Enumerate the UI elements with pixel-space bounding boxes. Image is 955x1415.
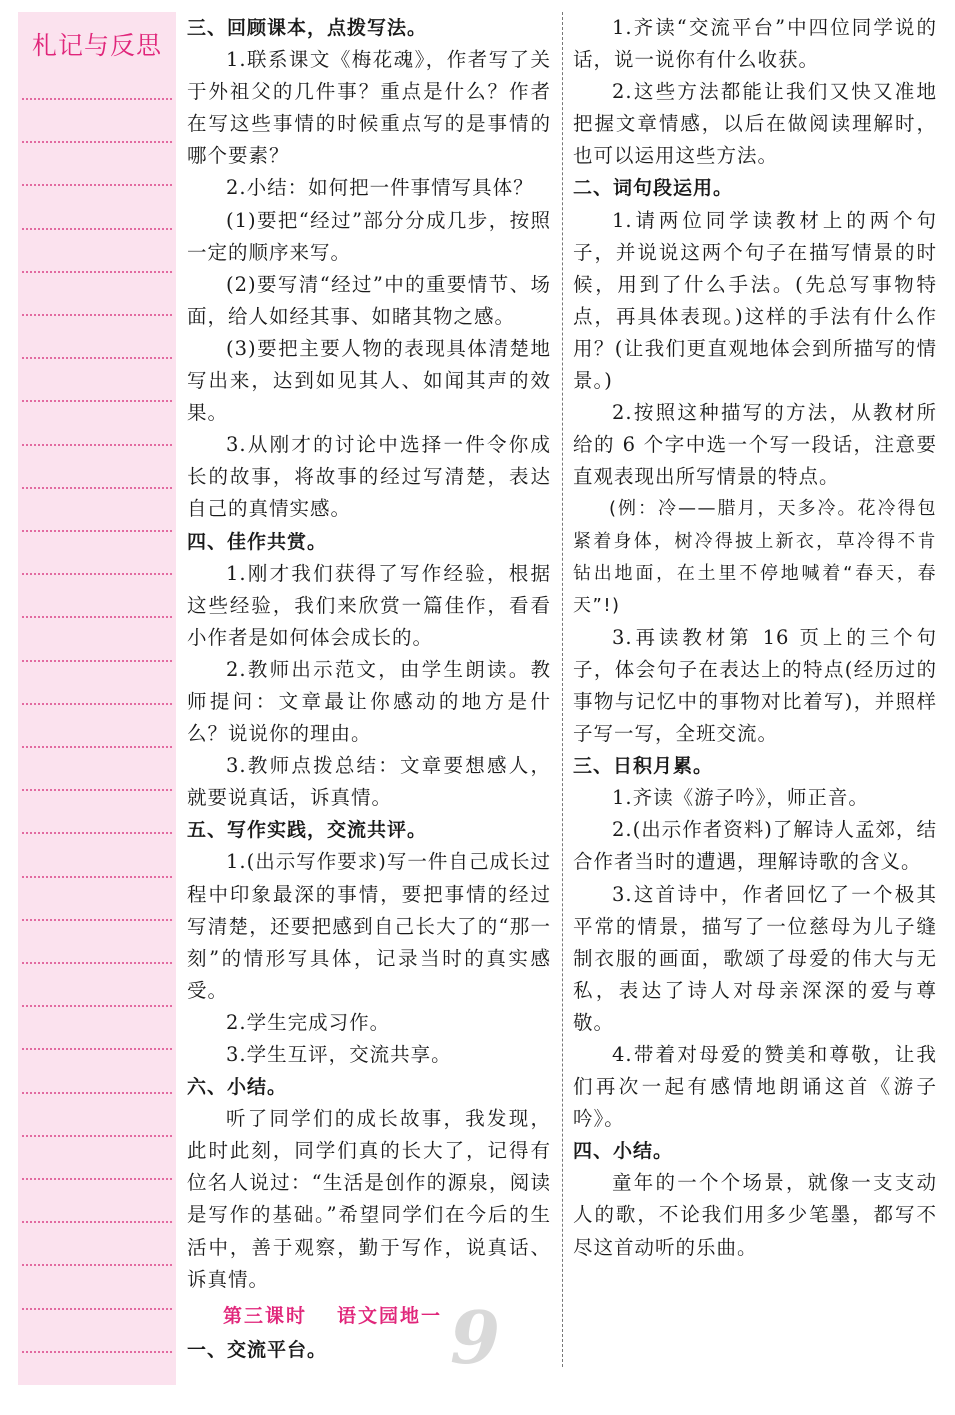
note-line	[22, 228, 172, 230]
note-line	[22, 271, 172, 273]
note-line	[22, 1092, 172, 1094]
note-line	[22, 314, 172, 316]
paragraph: 1.齐读“交流平台”中四位同学说的话，说一说你有什么收获。	[573, 16, 937, 72]
note-line	[22, 1351, 172, 1353]
paragraph: 4.带着对母爱的赞美和尊敬，让我们再次一起有感情地朗诵这首《游子吟》。	[573, 1043, 937, 1131]
paragraph: 1.齐读《游子吟》，师正音。	[612, 786, 869, 810]
paragraph: 3.学生互评，交流共享。	[226, 1043, 452, 1066]
note-line	[22, 1135, 172, 1137]
paragraph: 2.这些方法都能让我们又快又准地把握文章情感，以后在做阅读理解时，也可以运用这些方法。	[573, 80, 937, 168]
section-heading: 一、交流平台。	[187, 1338, 328, 1361]
note-line	[22, 616, 172, 618]
note-line	[22, 703, 172, 705]
section-heading: 四、佳作共赏。	[187, 530, 328, 553]
paragraph: 3.从刚才的讨论中选择一件令你成长的故事，将故事的经过写清楚，表达自己的真情实感。	[187, 433, 551, 521]
section-heading: 五、写作实践，交流共评。	[187, 819, 428, 842]
column-divider	[562, 12, 563, 1367]
note-line	[22, 487, 172, 489]
note-line	[22, 919, 172, 921]
note-line	[22, 1264, 172, 1266]
paragraph: 1.请两位同学读教材上的两个句子，并说说这两个句子在描写情景的时候，用到了什么手法。(先总写事物特点，再具体表现。)这样的手法有什么作用？(让我们更直观地体会到所描写的情景。)	[573, 208, 937, 393]
right-column	[573, 12, 937, 1264]
note-line	[22, 1048, 172, 1050]
lesson-period: 第三课时	[223, 1304, 308, 1327]
paragraph: 1.联系课文《梅花魂》，作者写了关于外祖父的几件事？重点是什么？作者在写这些事情的时候重点写的是事情的哪个要素？	[187, 48, 551, 168]
left-column	[187, 12, 551, 1366]
example-note: (例：冷——腊月，天多冷。花冷得包紧着身体，树冷得披上新衣，草冷得不肯钻出地面，在土里不停地喊着“春天，春天”!)	[573, 498, 937, 616]
section-heading: 三、日积月累。	[573, 755, 714, 778]
note-line	[22, 357, 172, 359]
paragraph: 3.再读教材第 16 页上的三个句子，体会句子在表达上的特点(经历过的事物与记忆中的事物对比着写)，并照样子写一写，全班交流。	[573, 625, 937, 746]
notes-sidebar	[18, 12, 176, 1385]
note-line	[22, 184, 172, 186]
note-line	[22, 962, 172, 964]
note-line	[22, 573, 172, 575]
paragraph: (3)要把主要人物的表现具体清楚地写出来，达到如见其人、如闻其声的效果。	[187, 336, 551, 425]
paragraph: 3.这首诗中，作者回忆了一个极其平常的情景，描写了一位慈母为儿子缝制衣服的画面，歌颂了母爱的伟大与无私，表达了诗人对母亲深深的爱与尊敬。	[573, 882, 937, 1034]
note-line	[22, 400, 172, 402]
note-line	[22, 141, 172, 143]
section-heading: 六、小结。	[187, 1076, 288, 1099]
note-line	[22, 1308, 172, 1310]
paragraph: 2.(出示作者资料)了解诗人孟郊，结合作者当时的遭遇，理解诗歌的含义。	[573, 818, 937, 874]
note-line	[22, 876, 172, 878]
note-line	[22, 789, 172, 791]
paragraph: 1.刚才我们获得了写作经验，根据这些经验，我们来欣赏一篇佳作，看看小作者是如何体会成长的。	[187, 561, 551, 649]
note-lines	[18, 12, 176, 1385]
paragraph: 2.教师出示范文，由学生朗读。教师提问：文章最让你感动的地方是什么？说说你的理由。	[187, 657, 551, 746]
paragraph: (2)要写清“经过”中的重要情节、场面，给人如经其事、如睹其物之感。	[187, 272, 551, 328]
note-line	[22, 1221, 172, 1223]
paragraph: 3.教师点拨总结：文章要想感人，就要说真话，诉真情。	[187, 754, 551, 810]
note-line	[22, 1178, 172, 1180]
page-number: 9	[449, 1295, 501, 1380]
note-line	[22, 444, 172, 446]
paragraph: 童年的一个个场景，就像一支支动人的歌，不论我们用多少笔墨，都写不尽这首动听的乐曲。	[573, 1171, 937, 1259]
note-line	[22, 832, 172, 834]
note-line	[22, 530, 172, 532]
paragraph: 2.学生完成习作。	[226, 1010, 391, 1034]
paragraph: 2.按照这种描写的方法，从教材所给的 6 个字中选一个写一段话，注意要直观表现出所写情景的特点。	[573, 401, 937, 489]
lesson-name: 语文园地一	[337, 1304, 443, 1327]
note-line	[22, 746, 172, 748]
section-heading: 二、词句段运用。	[573, 177, 734, 200]
note-line	[22, 660, 172, 662]
sidebar-title: 札记与反思	[31, 31, 162, 60]
paragraph: 听了同学们的成长故事，我发现，此时此刻，同学们真的长大了，记得有位名人说过：“生活是创作的源泉，阅读是写作的基础。”希望同学们在今后的生活中，善于观察，勤于写作，说真话、诉真情。	[187, 1107, 551, 1291]
paragraph: (1)要把“经过”部分分成几步，按照一定的顺序来写。	[187, 208, 551, 264]
note-line	[22, 98, 172, 100]
section-heading: 三、回顾课本，点拨写法。	[187, 17, 428, 39]
note-line	[22, 1005, 172, 1007]
paragraph: 1.(出示写作要求)写一件自己成长过程中印象最深的事情，要把事情的经过写清楚，还要把感到自己长大了的“那一刻”的情形写具体，记录当时的真实感受。	[187, 850, 551, 1002]
section-heading: 四、小结。	[573, 1140, 674, 1163]
paragraph: 2.小结：如何把一件事情写具体？	[226, 176, 534, 200]
